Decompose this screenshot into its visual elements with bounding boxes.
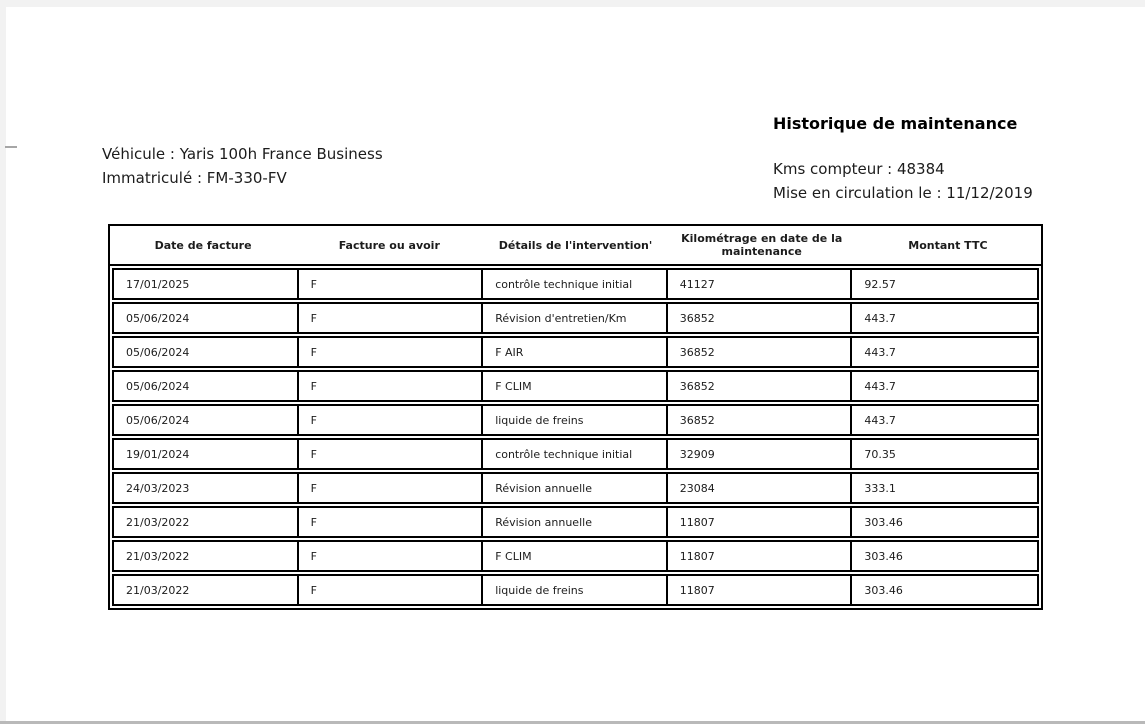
- table-header-row: [110, 226, 1041, 266]
- odometer-line: Kms compteur : 48384: [773, 160, 945, 178]
- column-header-date: Date de facture: [154, 238, 252, 252]
- table-cell: 36852: [668, 304, 853, 332]
- table-row: [112, 540, 1039, 572]
- table-cell: 443.7: [864, 311, 896, 325]
- table-cell: Révision d'entretien/Km: [483, 304, 668, 332]
- vehicle-line: Véhicule : Yaris 100h France Business: [102, 145, 383, 163]
- table-cell: F: [299, 372, 484, 400]
- table-cell: F: [299, 406, 484, 434]
- table-cell: 11807: [668, 508, 853, 536]
- window-left-band: [0, 0, 6, 724]
- table-cell: 303.46: [864, 549, 903, 563]
- column-header-amount: Montant TTC: [908, 238, 988, 252]
- vehicle-info-block: [102, 142, 383, 190]
- table-cell: F: [299, 304, 484, 332]
- page-title: Historique de maintenance: [773, 114, 1018, 133]
- table-cell: Révision annuelle: [483, 508, 668, 536]
- table-cell: 11807: [668, 542, 853, 570]
- edge-dash-marker: [5, 146, 17, 148]
- table-cell: 21/03/2022: [114, 508, 299, 536]
- table-cell: contrôle technique initial: [483, 270, 668, 298]
- table-cell: F: [299, 508, 484, 536]
- table-cell: 32909: [668, 440, 853, 468]
- table-cell: F AIR: [483, 338, 668, 366]
- column-header-details: Détails de l'intervention': [498, 238, 653, 252]
- table-cell: 23084: [668, 474, 853, 502]
- table-row: [112, 268, 1039, 300]
- table-cell: 36852: [668, 372, 853, 400]
- table-row: [112, 574, 1039, 606]
- table-cell: 70.35: [864, 447, 896, 461]
- table-cell: F: [299, 338, 484, 366]
- table-cell: F: [299, 576, 484, 604]
- column-header-mileage: Kilométrage en date de la maintenance: [681, 232, 843, 258]
- table-cell: 05/06/2024: [114, 304, 299, 332]
- table-cell: contrôle technique initial: [483, 440, 668, 468]
- table-row: [112, 302, 1039, 334]
- table-cell: 443.7: [864, 345, 896, 359]
- table-cell: F: [299, 270, 484, 298]
- table-cell: F CLIM: [483, 542, 668, 570]
- table-cell: 21/03/2022: [114, 542, 299, 570]
- history-info-block: [773, 114, 1033, 205]
- table-cell: Révision annuelle: [483, 474, 668, 502]
- table-cell: 333.1: [864, 481, 896, 495]
- column-header-invoice-type: Facture ou avoir: [338, 238, 440, 252]
- table-row: [112, 438, 1039, 470]
- table-cell: 443.7: [864, 413, 896, 427]
- table-cell: 92.57: [864, 277, 896, 291]
- table-cell: 17/01/2025: [114, 270, 299, 298]
- table-cell: F: [299, 542, 484, 570]
- table-cell: liquide de freins: [483, 576, 668, 604]
- table-row: [112, 506, 1039, 538]
- table-body: [110, 266, 1041, 608]
- table-cell: 443.7: [864, 379, 896, 393]
- first-registration-line: Mise en circulation le : 11/12/2019: [773, 184, 1033, 202]
- table-cell: 303.46: [864, 583, 903, 597]
- table-cell: 19/01/2024: [114, 440, 299, 468]
- table-row: [112, 336, 1039, 368]
- table-cell: 24/03/2023: [114, 474, 299, 502]
- table-cell: liquide de freins: [483, 406, 668, 434]
- window-top-band: [0, 0, 1145, 7]
- table-cell: 36852: [668, 406, 853, 434]
- table-cell: 05/06/2024: [114, 338, 299, 366]
- table-row: [112, 472, 1039, 504]
- maintenance-table: [108, 224, 1043, 610]
- table-cell: 11807: [668, 576, 853, 604]
- table-row: [112, 370, 1039, 402]
- table-cell: 41127: [668, 270, 853, 298]
- table-cell: 36852: [668, 338, 853, 366]
- table-cell: F: [299, 440, 484, 468]
- table-cell: F CLIM: [483, 372, 668, 400]
- table-cell: 05/06/2024: [114, 372, 299, 400]
- table-cell: 05/06/2024: [114, 406, 299, 434]
- registration-line: Immatriculé : FM-330-FV: [102, 169, 287, 187]
- table-cell: 303.46: [864, 515, 903, 529]
- table-cell: F: [299, 474, 484, 502]
- table-row: [112, 404, 1039, 436]
- table-cell: 21/03/2022: [114, 576, 299, 604]
